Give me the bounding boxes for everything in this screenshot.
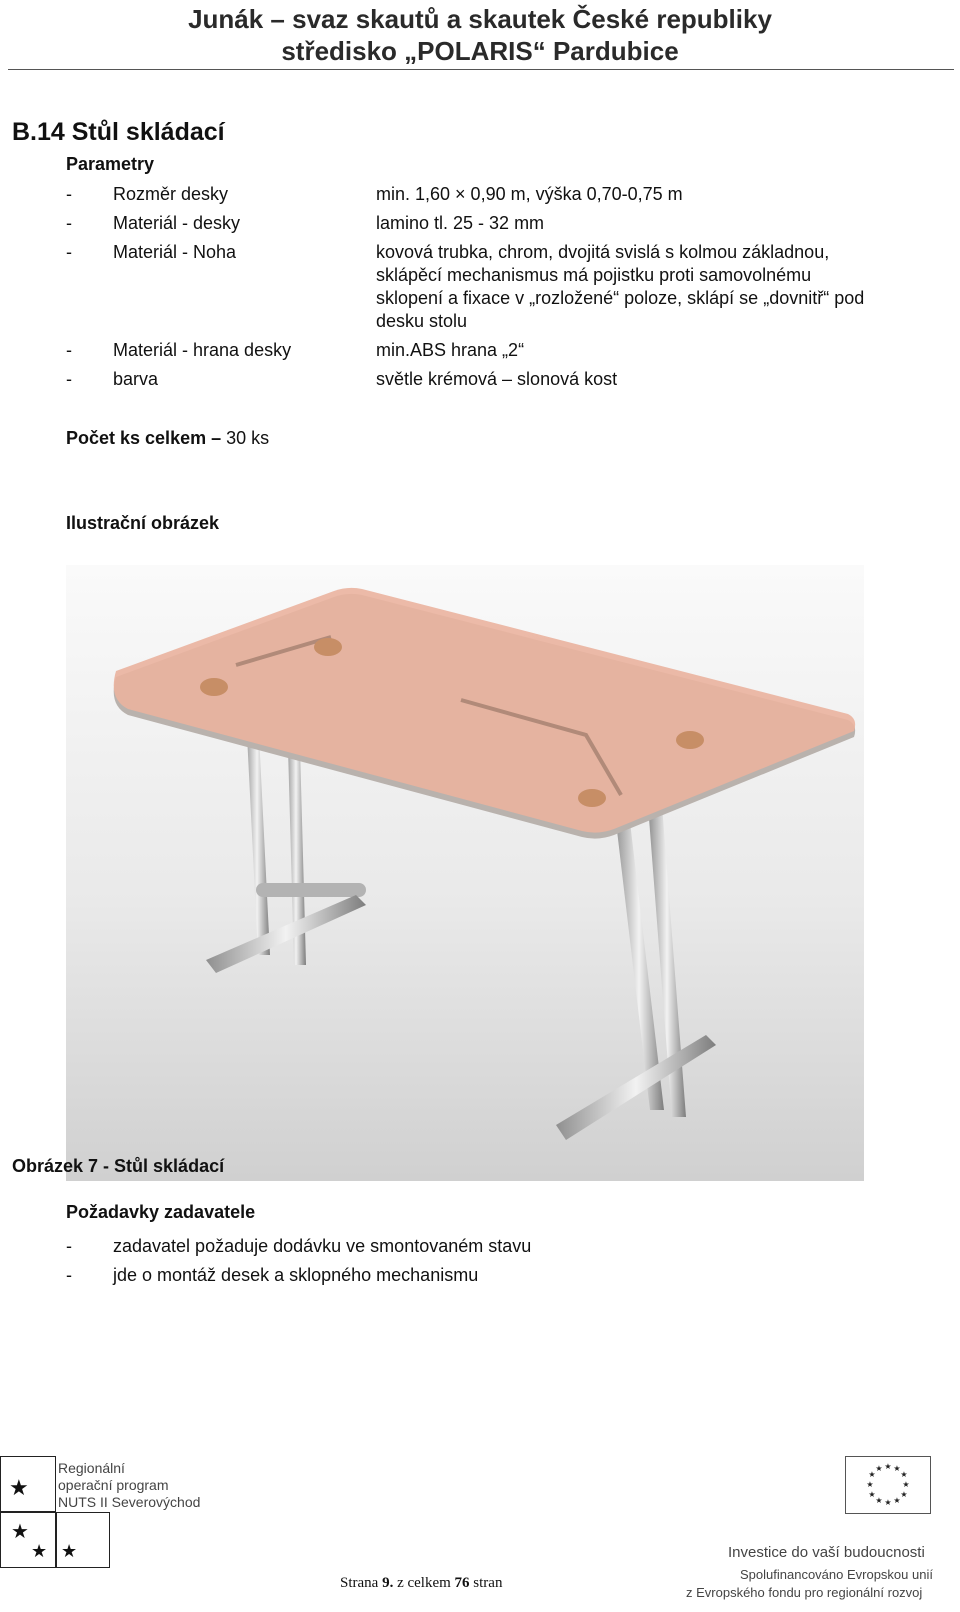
param-value-line: sklopení a fixace v „rozložené“ poloze, sklápí se „dovnitř“ pod <box>376 288 865 308</box>
param-value: lamino tl. 25 - 32 mm <box>376 213 545 233</box>
rop-logo-box <box>0 1512 56 1568</box>
requirement-dash: - <box>66 1265 72 1285</box>
leg-cap <box>200 678 228 696</box>
requirement-item: jde o montáž desek a sklopného mechanismu <box>113 1265 479 1285</box>
tabletop <box>114 588 855 833</box>
eu-tagline: Investice do vaší budoucnosti <box>728 1544 925 1561</box>
illustration-heading: Ilustrační obrázek <box>66 513 220 533</box>
param-value: min. 1,60 × 0,90 m, výška 0,70-0,75 m <box>376 184 683 204</box>
param-label: Materiál - hrana desky <box>113 340 292 360</box>
svg-text:★: ★ <box>868 1490 876 1499</box>
star-icon: ★ <box>31 1541 48 1561</box>
page-number <box>340 1575 502 1592</box>
params-heading: Parametry <box>66 154 155 174</box>
page-current: 9. <box>382 1575 394 1591</box>
eu-flag <box>845 1456 931 1514</box>
rop-logo-box <box>56 1512 110 1568</box>
star-icon: ★ <box>11 1521 29 1543</box>
svg-text:★: ★ <box>893 1496 901 1505</box>
count-value: 30 ks <box>221 428 270 448</box>
table-illustration <box>66 565 864 1181</box>
count-line <box>66 425 269 451</box>
requirement-dash: - <box>66 1236 72 1256</box>
svg-text:★: ★ <box>884 1498 892 1507</box>
page-total: 76 <box>454 1575 470 1591</box>
star-icon: ★ <box>61 1541 78 1561</box>
param-label: Rozměr desky <box>113 184 229 204</box>
section-title: B.14 Stůl skládací <box>12 118 225 146</box>
page-suffix: stran <box>469 1575 503 1591</box>
eu-cofinanced: Spolufinancováno Evropskou unií <box>740 1567 933 1582</box>
svg-text:★: ★ <box>868 1470 876 1479</box>
svg-text:★: ★ <box>875 1464 883 1473</box>
figure-caption: Obrázek 7 - Stůl skládací <box>12 1156 225 1176</box>
param-value-line: desku stolu <box>376 311 468 331</box>
eu-stars-icon <box>846 1457 930 1513</box>
header-divider <box>8 69 954 70</box>
param-value: min.ABS hrana „2“ <box>376 340 525 360</box>
folding-table-image <box>66 565 864 1181</box>
rop-logo-box <box>0 1456 56 1512</box>
leg-cap <box>676 731 704 749</box>
header-title: Junák – svaz skautů a skautek České republiky <box>188 4 772 34</box>
page-mid: z celkem <box>393 1575 455 1591</box>
param-label: Materiál - desky <box>113 213 241 233</box>
rop-logo-text <box>58 1460 200 1511</box>
page-prefix: Strana <box>340 1575 383 1591</box>
leg-cap <box>578 789 606 807</box>
right-foot <box>556 1035 716 1140</box>
svg-text:★: ★ <box>866 1480 874 1489</box>
param-label: Materiál - Noha <box>113 242 237 262</box>
svg-text:★: ★ <box>884 1462 892 1471</box>
left-foot-bar <box>256 883 366 897</box>
svg-text:★: ★ <box>900 1470 908 1479</box>
param-dash: - <box>66 369 72 389</box>
eu-fund: z Evropského fondu pro regionální rozvoj <box>686 1585 923 1600</box>
svg-text:★: ★ <box>875 1496 883 1505</box>
left-foot <box>206 895 366 973</box>
svg-text:★: ★ <box>900 1490 908 1499</box>
requirement-item: zadavatel požaduje dodávku ve smontovaném stavu <box>113 1236 532 1256</box>
requirements-heading: Požadavky zadavatele <box>66 1202 256 1222</box>
count-label: Počet ks celkem – <box>66 428 222 448</box>
svg-text:★: ★ <box>902 1480 910 1489</box>
leg-cap <box>314 638 342 656</box>
param-dash: - <box>66 242 72 262</box>
star-icon: ★ <box>9 1475 29 1500</box>
rop-line: NUTS II Severovýchod <box>58 1494 201 1510</box>
param-value-line: kovová trubka, chrom, dvojitá svislá s kolmou základnou, <box>376 242 830 262</box>
param-label: barva <box>113 369 159 389</box>
rop-line: operační program <box>58 1477 169 1493</box>
header-subtitle: středisko „POLARIS“ Pardubice <box>281 36 679 66</box>
param-dash: - <box>66 184 72 204</box>
rop-line: Regionální <box>58 1460 125 1476</box>
param-dash: - <box>66 340 72 360</box>
param-value-line: sklápěcí mechanismus má pojistku proti samovolnému <box>376 265 812 285</box>
param-dash: - <box>66 213 72 233</box>
svg-text:★: ★ <box>893 1464 901 1473</box>
param-value: světle krémová – slonová kost <box>376 369 618 389</box>
